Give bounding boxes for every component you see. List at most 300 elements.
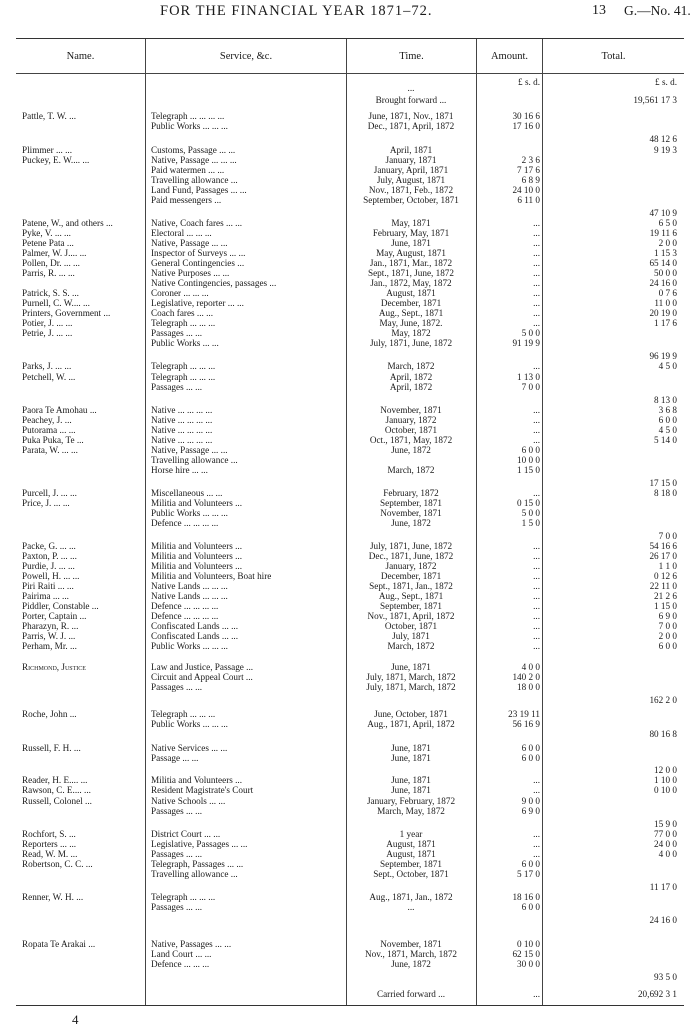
row-name-cell: Pyke, V. ... ...: [22, 228, 71, 238]
row-amount-cell: 24 10 0: [512, 185, 540, 195]
row-total-cell: 0 10 0: [654, 785, 677, 795]
row-total-cell: 20 19 0: [649, 308, 677, 318]
row-service-cell: Telegraph ... ... ...: [151, 318, 216, 328]
row-amount-cell: ...: [533, 571, 540, 581]
row-service-cell: Telegraph, Passages ... ...: [151, 859, 244, 869]
row-amount-cell: ...: [533, 561, 540, 571]
row-time-cell: Dec., 1871, April, 1872: [367, 121, 455, 131]
row-total-cell: 65 14 0: [649, 258, 677, 268]
row-name-cell: Puckey, E. W.... ...: [22, 155, 90, 165]
row-amount-cell: 2 3 6: [521, 155, 540, 165]
row-total-cell: 6 0 0: [658, 641, 677, 651]
row-amount-cell: 0 10 0: [517, 939, 540, 949]
row-total-cell: 1 1 0: [658, 561, 677, 571]
row-service-cell: Public Works ... ... ...: [151, 719, 228, 729]
row-time-cell: June, 1872: [391, 445, 431, 455]
row-service-cell: Native, Passage ... ...: [151, 445, 228, 455]
row-amount-cell: 10 0 0: [517, 455, 540, 465]
row-service-cell: Horse hire ... ...: [151, 465, 208, 475]
row-service-cell: Native Lands ... ... ...: [151, 591, 228, 601]
row-service-cell: Customs, Passage ... ...: [151, 145, 236, 155]
row-service-cell: Native, Passages ... ...: [151, 939, 232, 949]
row-service-cell: Miscellaneous ... ...: [151, 488, 223, 498]
row-time-cell: Aug., 1871, Jan., 1872: [369, 892, 453, 902]
row-service-cell: Native ... ... ... ...: [151, 415, 213, 425]
row-service-cell: Travelling allowance ...: [151, 869, 238, 879]
row-time-cell: September, 1871: [380, 859, 442, 869]
row-time-cell: June, 1871: [391, 775, 431, 785]
row-time-cell: February, May, 1871: [372, 228, 450, 238]
row-amount-cell: 7 0 0: [521, 382, 540, 392]
row-service-cell: Confiscated Lands ... ...: [151, 631, 239, 641]
row-time-cell: Jan., 1872, May, 1872: [370, 278, 452, 288]
row-service-cell: Telegraph ... ... ... ...: [151, 111, 225, 121]
header-rule: [16, 73, 684, 74]
row-service-cell: Travelling allowance ...: [151, 455, 238, 465]
row-total-cell: 26 17 0: [649, 551, 677, 561]
row-amount-cell: 18 16 0: [512, 892, 540, 902]
row-time-cell: March, 1872: [387, 641, 435, 651]
row-name-cell: Petrie, J. ... ...: [22, 328, 73, 338]
column-header-service: Service, &c.: [219, 51, 273, 62]
row-time-cell: October, 1871: [384, 425, 438, 435]
row-service-cell: Inspector of Surveys ... ...: [151, 248, 246, 258]
row-service-cell: Militia and Volunteers ...: [151, 551, 243, 561]
row-time-cell: September, October, 1871: [363, 195, 459, 205]
row-amount-cell: ...: [533, 601, 540, 611]
row-total-cell: 4 5 0: [658, 425, 677, 435]
row-service-cell: Native Lands ... ... ...: [151, 581, 228, 591]
row-name-cell: Russell, Colonel ...: [22, 796, 92, 806]
column-header-amount: Amount.: [490, 51, 529, 62]
row-total-cell: 4 0 0: [658, 849, 677, 859]
row-name-cell: Renner, W. H. ...: [22, 892, 84, 902]
row-total-cell: 93 5 0: [654, 972, 677, 982]
row-amount-cell: ...: [533, 849, 540, 859]
row-amount-cell: 7 17 6: [517, 165, 540, 175]
row-time-cell: March, 1872: [387, 465, 435, 475]
row-total-cell: 20,692 3 1: [637, 989, 677, 999]
page-header: [0, 3, 700, 25]
row-name-cell: Petene Pata ...: [22, 238, 74, 248]
row-time-cell: November, 1871: [380, 508, 442, 518]
row-total-cell: 24 0 0: [654, 839, 677, 849]
row-name-cell: Richmond, Justice: [22, 662, 86, 672]
row-name-cell: Putorama ... ...: [22, 425, 76, 435]
row-name-cell: Peachey, J. ...: [22, 415, 72, 425]
row-time-cell: April, 1872: [389, 382, 433, 392]
row-total-cell: 47 10 9: [649, 208, 677, 218]
row-service-cell: Paid watermen ... ...: [151, 165, 225, 175]
row-amount-cell: ...: [533, 228, 540, 238]
row-time-cell: February, 1872: [383, 488, 439, 498]
row-total-cell: 11 17 0: [649, 882, 677, 892]
row-amount-cell: ...: [533, 839, 540, 849]
row-time-cell: Sept., 1871, June, 1872: [367, 268, 454, 278]
row-amount-cell: ...: [533, 989, 540, 999]
row-total-cell: 48 12 6: [649, 134, 677, 144]
row-amount-cell: ...: [533, 488, 540, 498]
row-name-cell: Piddler, Constable ...: [22, 601, 99, 611]
row-service-cell: Native, Passage ... ... ...: [151, 155, 237, 165]
row-name-cell: Puka Puka, Te ...: [22, 435, 84, 445]
row-service-cell: Telegraph ... ... ...: [151, 892, 216, 902]
row-name-cell: Porter, Captain ...: [22, 611, 87, 621]
row-amount-cell: 4 0 0: [521, 662, 540, 672]
row-amount-cell: 5 0 0: [521, 328, 540, 338]
row-name-cell: Printers, Government ...: [22, 308, 111, 318]
row-time-cell: March, May, 1872: [377, 806, 445, 816]
row-time-cell: December, 1871: [380, 298, 442, 308]
row-total-cell: 80 16 8: [649, 729, 677, 739]
row-amount-cell: ...: [533, 361, 540, 371]
row-total-cell: 8 18 0: [654, 488, 677, 498]
column-divider: [145, 39, 146, 1005]
row-service-cell: Telegraph ... ... ...: [151, 372, 216, 382]
row-service-cell: Native Schools ... ...: [151, 796, 226, 806]
row-service-cell: Militia and Volunteers, Boat hire: [151, 571, 272, 581]
row-service-cell: Passages ... ...: [151, 902, 203, 912]
row-service-cell: Passages ... ...: [151, 682, 203, 692]
row-name-cell: Plimmer ... ...: [22, 145, 73, 155]
row-service-cell: Circuit and Appeal Court ...: [151, 672, 253, 682]
row-time-cell: Oct., 1871, May, 1872: [369, 435, 453, 445]
row-time-cell: June, 1872: [391, 959, 431, 969]
row-service-cell: Land Court ... ...: [151, 949, 212, 959]
row-service-cell: Defence ... ... ... ...: [151, 611, 219, 621]
row-total-cell: 77 0 0: [654, 829, 677, 839]
row-amount-cell: 17 16 0: [512, 121, 540, 131]
row-service-cell: Confiscated Lands ... ...: [151, 621, 239, 631]
row-name-cell: Pollen, Dr. ... ...: [22, 258, 80, 268]
row-amount-cell: 5 0 0: [521, 508, 540, 518]
row-name-cell: Parris, R. ... ...: [22, 268, 75, 278]
row-time-cell: September, 1871: [380, 498, 442, 508]
row-service-cell: Passages ... ...: [151, 849, 203, 859]
footer-mark: 4: [72, 1012, 79, 1027]
row-name-cell: Patene, W., and others ...: [22, 218, 113, 228]
row-total-cell: 4 5 0: [658, 361, 677, 371]
row-service-cell: Electoral ... ... ...: [151, 228, 212, 238]
page-number: 13: [592, 3, 606, 18]
row-name-cell: Russell, F. H. ...: [22, 743, 81, 753]
row-name-cell: Petchell, W. ...: [22, 372, 76, 382]
row-time-cell: January, 1872: [385, 415, 437, 425]
row-amount-cell: 6 0 0: [521, 445, 540, 455]
row-amount-cell: 6 8 9: [521, 175, 540, 185]
row-service-cell: Native ... ... ... ...: [151, 435, 213, 445]
row-service-cell: Passages ... ...: [151, 382, 203, 392]
row-name-cell: Powell, H. ... ...: [22, 571, 80, 581]
page-title: FOR THE FINANCIAL YEAR 1871–72.: [160, 3, 433, 19]
column-header-time: Time.: [399, 51, 424, 62]
row-amount-cell: 6 0 0: [521, 743, 540, 753]
row-time-cell: September, 1871: [380, 601, 442, 611]
row-service-cell: Native Services ... ...: [151, 743, 228, 753]
row-total-cell: 24 16 0: [649, 915, 677, 925]
row-time-cell: July, August, 1871: [376, 175, 446, 185]
row-time-cell: May, 1871: [391, 218, 431, 228]
row-time-cell: May, 1872: [391, 328, 431, 338]
row-amount-cell: ...: [533, 248, 540, 258]
row-total-cell: 1 10 0: [654, 775, 677, 785]
row-service-cell: Militia and Volunteers ...: [151, 775, 243, 785]
row-amount-cell: ...: [533, 278, 540, 288]
row-time-cell: Nov., 1871, April, 1872: [367, 611, 455, 621]
row-total-cell: 3 6 8: [658, 405, 677, 415]
row-total-cell: 11 0 0: [654, 298, 677, 308]
row-total-cell: 12 0 0: [654, 765, 677, 775]
row-name-cell: Pharazyn, R. ...: [22, 621, 79, 631]
row-name-cell: Potier, J. ... ...: [22, 318, 73, 328]
row-amount-cell: 56 16 9: [512, 719, 540, 729]
row-amount-cell: ...: [533, 621, 540, 631]
row-amount-cell: ...: [533, 435, 540, 445]
row-time-cell: March, 1872: [387, 361, 435, 371]
row-service-cell: Public Works ... ... ...: [151, 508, 228, 518]
row-name-cell: Piri Raiti ... ...: [22, 581, 74, 591]
row-time-cell: June, 1872: [391, 518, 431, 528]
row-time-cell: Nov., 1871, Feb., 1872: [368, 185, 454, 195]
row-time-cell: January, February, 1872: [366, 796, 456, 806]
row-amount-cell: 91 19 9: [512, 338, 540, 348]
row-amount-cell: 18 0 0: [517, 682, 540, 692]
row-service-cell: Native Contingencies, passages ...: [151, 278, 277, 288]
row-time-cell: June, 1871: [391, 785, 431, 795]
row-time-cell: November, 1871: [380, 405, 442, 415]
row-amount-cell: 6 0 0: [521, 859, 540, 869]
row-amount-cell: ...: [533, 425, 540, 435]
column-header-total: Total.: [601, 51, 626, 62]
row-amount-cell: 140 2 0: [512, 672, 540, 682]
row-time-cell: July, 1871: [392, 631, 430, 641]
row-total-cell: 0 12 6: [654, 571, 677, 581]
row-amount-cell: ...: [533, 268, 540, 278]
row-total-cell: 8 13 0: [654, 395, 677, 405]
row-amount-cell: 30 16 6: [512, 111, 540, 121]
row-total-cell: 9 19 3: [654, 145, 677, 155]
row-time-cell: June, 1871: [391, 662, 431, 672]
row-time-cell: Aug., Sept., 1871: [378, 591, 444, 601]
row-amount-cell: ...: [533, 611, 540, 621]
row-name-cell: Parris, W. J. ...: [22, 631, 76, 641]
row-total-cell: 19,561 17 3: [633, 95, 677, 105]
row-service-cell: Militia and Volunteers ...: [151, 541, 243, 551]
row-name-cell: Perham, Mr. ...: [22, 641, 77, 651]
row-service-cell: District Court ... ...: [151, 829, 221, 839]
row-name-cell: Roche, John ...: [22, 709, 77, 719]
row-amount-cell: ...: [533, 288, 540, 298]
row-amount-cell: ...: [533, 308, 540, 318]
row-service-cell: Passages ... ...: [151, 806, 203, 816]
row-amount-cell: ...: [533, 775, 540, 785]
row-amount-cell: ...: [533, 641, 540, 651]
row-service-cell: Native Purposes ... ...: [151, 268, 230, 278]
row-time-cell: Brought forward ...: [375, 95, 447, 105]
column-divider: [542, 39, 543, 1005]
row-amount-cell: ...: [533, 829, 540, 839]
row-name-cell: Purdie, J. ... ...: [22, 561, 75, 571]
row-time-cell: August, 1871: [386, 839, 436, 849]
row-name-cell: Reporters ... ...: [22, 839, 77, 849]
column-header-name: Name.: [66, 51, 95, 62]
row-service-cell: Travelling allowance ...: [151, 175, 238, 185]
row-amount-cell: ...: [533, 258, 540, 268]
row-total-cell: 2 0 0: [658, 238, 677, 248]
row-name-cell: Purnell, C. W.... ...: [22, 298, 90, 308]
row-service-cell: Resident Magistrate's Court: [151, 785, 254, 795]
row-service-cell: Defence ... ... ... ...: [151, 601, 219, 611]
row-name-cell: Patrick, S. S. ...: [22, 288, 79, 298]
row-time-cell: 1 year: [399, 829, 423, 839]
row-amount-cell: ...: [533, 318, 540, 328]
row-name-cell: Read, W. M. ...: [22, 849, 78, 859]
row-name-cell: Reader, H. E.... ...: [22, 775, 88, 785]
row-name-cell: Paxton, P. ... ...: [22, 551, 77, 561]
row-amount-cell: 1 13 0: [517, 372, 540, 382]
row-amount-cell: 6 0 0: [521, 902, 540, 912]
row-time-cell: December, 1871: [380, 571, 442, 581]
row-time-cell: June, October, 1871: [374, 709, 448, 719]
row-time-cell: January, April, 1871: [373, 165, 449, 175]
document-reference: G.—No. 41.: [624, 3, 691, 18]
row-service-cell: Paid messengers ...: [151, 195, 222, 205]
row-time-cell: June, 1871: [391, 743, 431, 753]
row-service-cell: Legislative, reporter ... ...: [151, 298, 244, 308]
row-total-cell: 7 0 0: [658, 621, 677, 631]
row-time-cell: November, 1871: [380, 939, 442, 949]
row-service-cell: Land Fund, Passages ... ...: [151, 185, 247, 195]
row-time-cell: Jan., 1871, Mar., 1872: [369, 258, 453, 268]
row-name-cell: Parata, W. ... ...: [22, 445, 78, 455]
row-amount-cell: ...: [533, 415, 540, 425]
row-total-cell: 2 0 0: [658, 631, 677, 641]
row-name-cell: Price, J. ... ...: [22, 498, 70, 508]
row-name-cell: Packe, G. ... ...: [22, 541, 76, 551]
column-divider: [476, 39, 477, 1005]
row-total-cell: 1 17 6: [654, 318, 677, 328]
row-amount-cell: 62 15 0: [512, 949, 540, 959]
row-amount-cell: 0 15 0: [517, 498, 540, 508]
row-amount-cell: 9 0 0: [521, 796, 540, 806]
row-total-cell: 6 9 0: [658, 611, 677, 621]
row-amount-cell: ...: [533, 218, 540, 228]
row-time-cell: June, 1871, Nov., 1871: [368, 111, 454, 121]
row-amount-cell: 6 11 0: [517, 195, 540, 205]
row-name-cell: Pattle, T. W. ...: [22, 111, 77, 121]
row-time-cell: October, 1871: [384, 621, 438, 631]
row-service-cell: Native ... ... ... ...: [151, 405, 213, 415]
row-time-cell: June, 1871: [391, 753, 431, 763]
row-time-cell: August, 1871: [386, 849, 436, 859]
row-name-cell: Palmer, W. J.... ...: [22, 248, 87, 258]
row-time-cell: Sept., 1871, Jan., 1872: [369, 581, 453, 591]
row-service-cell: Passage ... ...: [151, 753, 199, 763]
row-name-cell: Purcell, J. ... ...: [22, 488, 77, 498]
row-total-cell: 15 9 0: [654, 819, 677, 829]
row-service-cell: Coroner ... ... ...: [151, 288, 209, 298]
row-time-cell: May, June, 1872.: [379, 318, 443, 328]
row-service-cell: Native, Coach fares ... ...: [151, 218, 243, 228]
row-service-cell: Native, Passage ... ...: [151, 238, 228, 248]
row-time-cell: Dec., 1871, June, 1872: [368, 551, 454, 561]
column-divider: [346, 39, 347, 1005]
row-time-cell: April, 1871: [389, 145, 433, 155]
row-amount-cell: 1 15 0: [517, 465, 540, 475]
row-time-cell: Aug., Sept., 1871: [378, 308, 444, 318]
row-total-cell: 7 0 0: [658, 531, 677, 541]
row-service-cell: Passages ... ...: [151, 328, 203, 338]
row-time-cell: July, 1871, March, 1872: [366, 682, 456, 692]
row-service-cell: General Contingencies ...: [151, 258, 245, 268]
row-time-cell: January, 1872: [385, 561, 437, 571]
row-amount-cell: ...: [533, 631, 540, 641]
row-service-cell: Coach fares ... ...: [151, 308, 213, 318]
row-service-cell: Militia and Volunteers ...: [151, 498, 243, 508]
row-service-cell: Defence ... ... ... ...: [151, 518, 219, 528]
row-service-cell: Native ... ... ... ...: [151, 425, 213, 435]
row-amount-cell: 23 19 11: [508, 709, 540, 719]
row-amount-cell: ...: [533, 785, 540, 795]
row-amount-cell: 1 5 0: [521, 518, 540, 528]
row-time-cell: January, 1871: [385, 155, 437, 165]
row-name-cell: Rochfort, S. ...: [22, 829, 76, 839]
row-total-cell: 1 15 3: [654, 248, 677, 258]
amount-currency-units: £ s. d.: [518, 77, 540, 87]
row-amount-cell: 30 0 0: [517, 959, 540, 969]
row-amount-cell: ...: [533, 405, 540, 415]
row-total-cell: 96 19 9: [649, 351, 677, 361]
row-total-cell: 162 2 0: [649, 695, 677, 705]
row-total-cell: 6 5 0: [658, 218, 677, 228]
row-total-cell: 6 0 0: [658, 415, 677, 425]
row-name-cell: Rawson, C. E.... ...: [22, 785, 91, 795]
row-amount-cell: ...: [533, 298, 540, 308]
row-total-cell: 5 14 0: [654, 435, 677, 445]
row-service-cell: Telegraph ... ... ...: [151, 709, 216, 719]
expenditure-table: [16, 38, 684, 1006]
row-time-cell: July, 1871, June, 1872: [369, 541, 453, 551]
row-total-cell: 1 15 0: [654, 601, 677, 611]
row-total-cell: 21 2 6: [654, 591, 677, 601]
row-service-cell: Militia and Volunteers ...: [151, 561, 243, 571]
row-time-cell: June, 1871: [391, 238, 431, 248]
row-total-cell: 24 16 0: [649, 278, 677, 288]
row-amount-cell: 6 9 0: [521, 806, 540, 816]
row-amount-cell: 5 17 0: [517, 869, 540, 879]
row-amount-cell: ...: [533, 238, 540, 248]
row-time-cell: Carried forward ...: [376, 989, 446, 999]
row-service-cell: Law and Justice, Passage ...: [151, 662, 254, 672]
row-total-cell: 50 0 0: [654, 268, 677, 278]
row-time-cell: Aug., 1871, April, 1872: [367, 719, 455, 729]
row-name-cell: Robertson, C. C. ...: [22, 859, 93, 869]
row-time-cell: July, 1871, March, 1872: [366, 672, 456, 682]
row-time-cell: May, August, 1871: [376, 248, 446, 258]
row-total-cell: 22 11 0: [649, 581, 677, 591]
row-name-cell: Paora Te Amohau ...: [22, 405, 97, 415]
row-amount-cell: ...: [533, 581, 540, 591]
row-amount-cell: ...: [533, 541, 540, 551]
row-service-cell: Legislative, Passages ... ...: [151, 839, 248, 849]
row-time-cell: Sept., October, 1871: [373, 869, 449, 879]
row-service-cell: Defence ... ... ...: [151, 959, 210, 969]
row-total-cell: 17 15 0: [649, 478, 677, 488]
row-amount-cell: 6 0 0: [521, 753, 540, 763]
row-name-cell: Ropata Te Arakai ...: [22, 939, 96, 949]
row-service-cell: Public Works ... ...: [151, 338, 219, 348]
row-time-cell: ...: [407, 83, 415, 93]
